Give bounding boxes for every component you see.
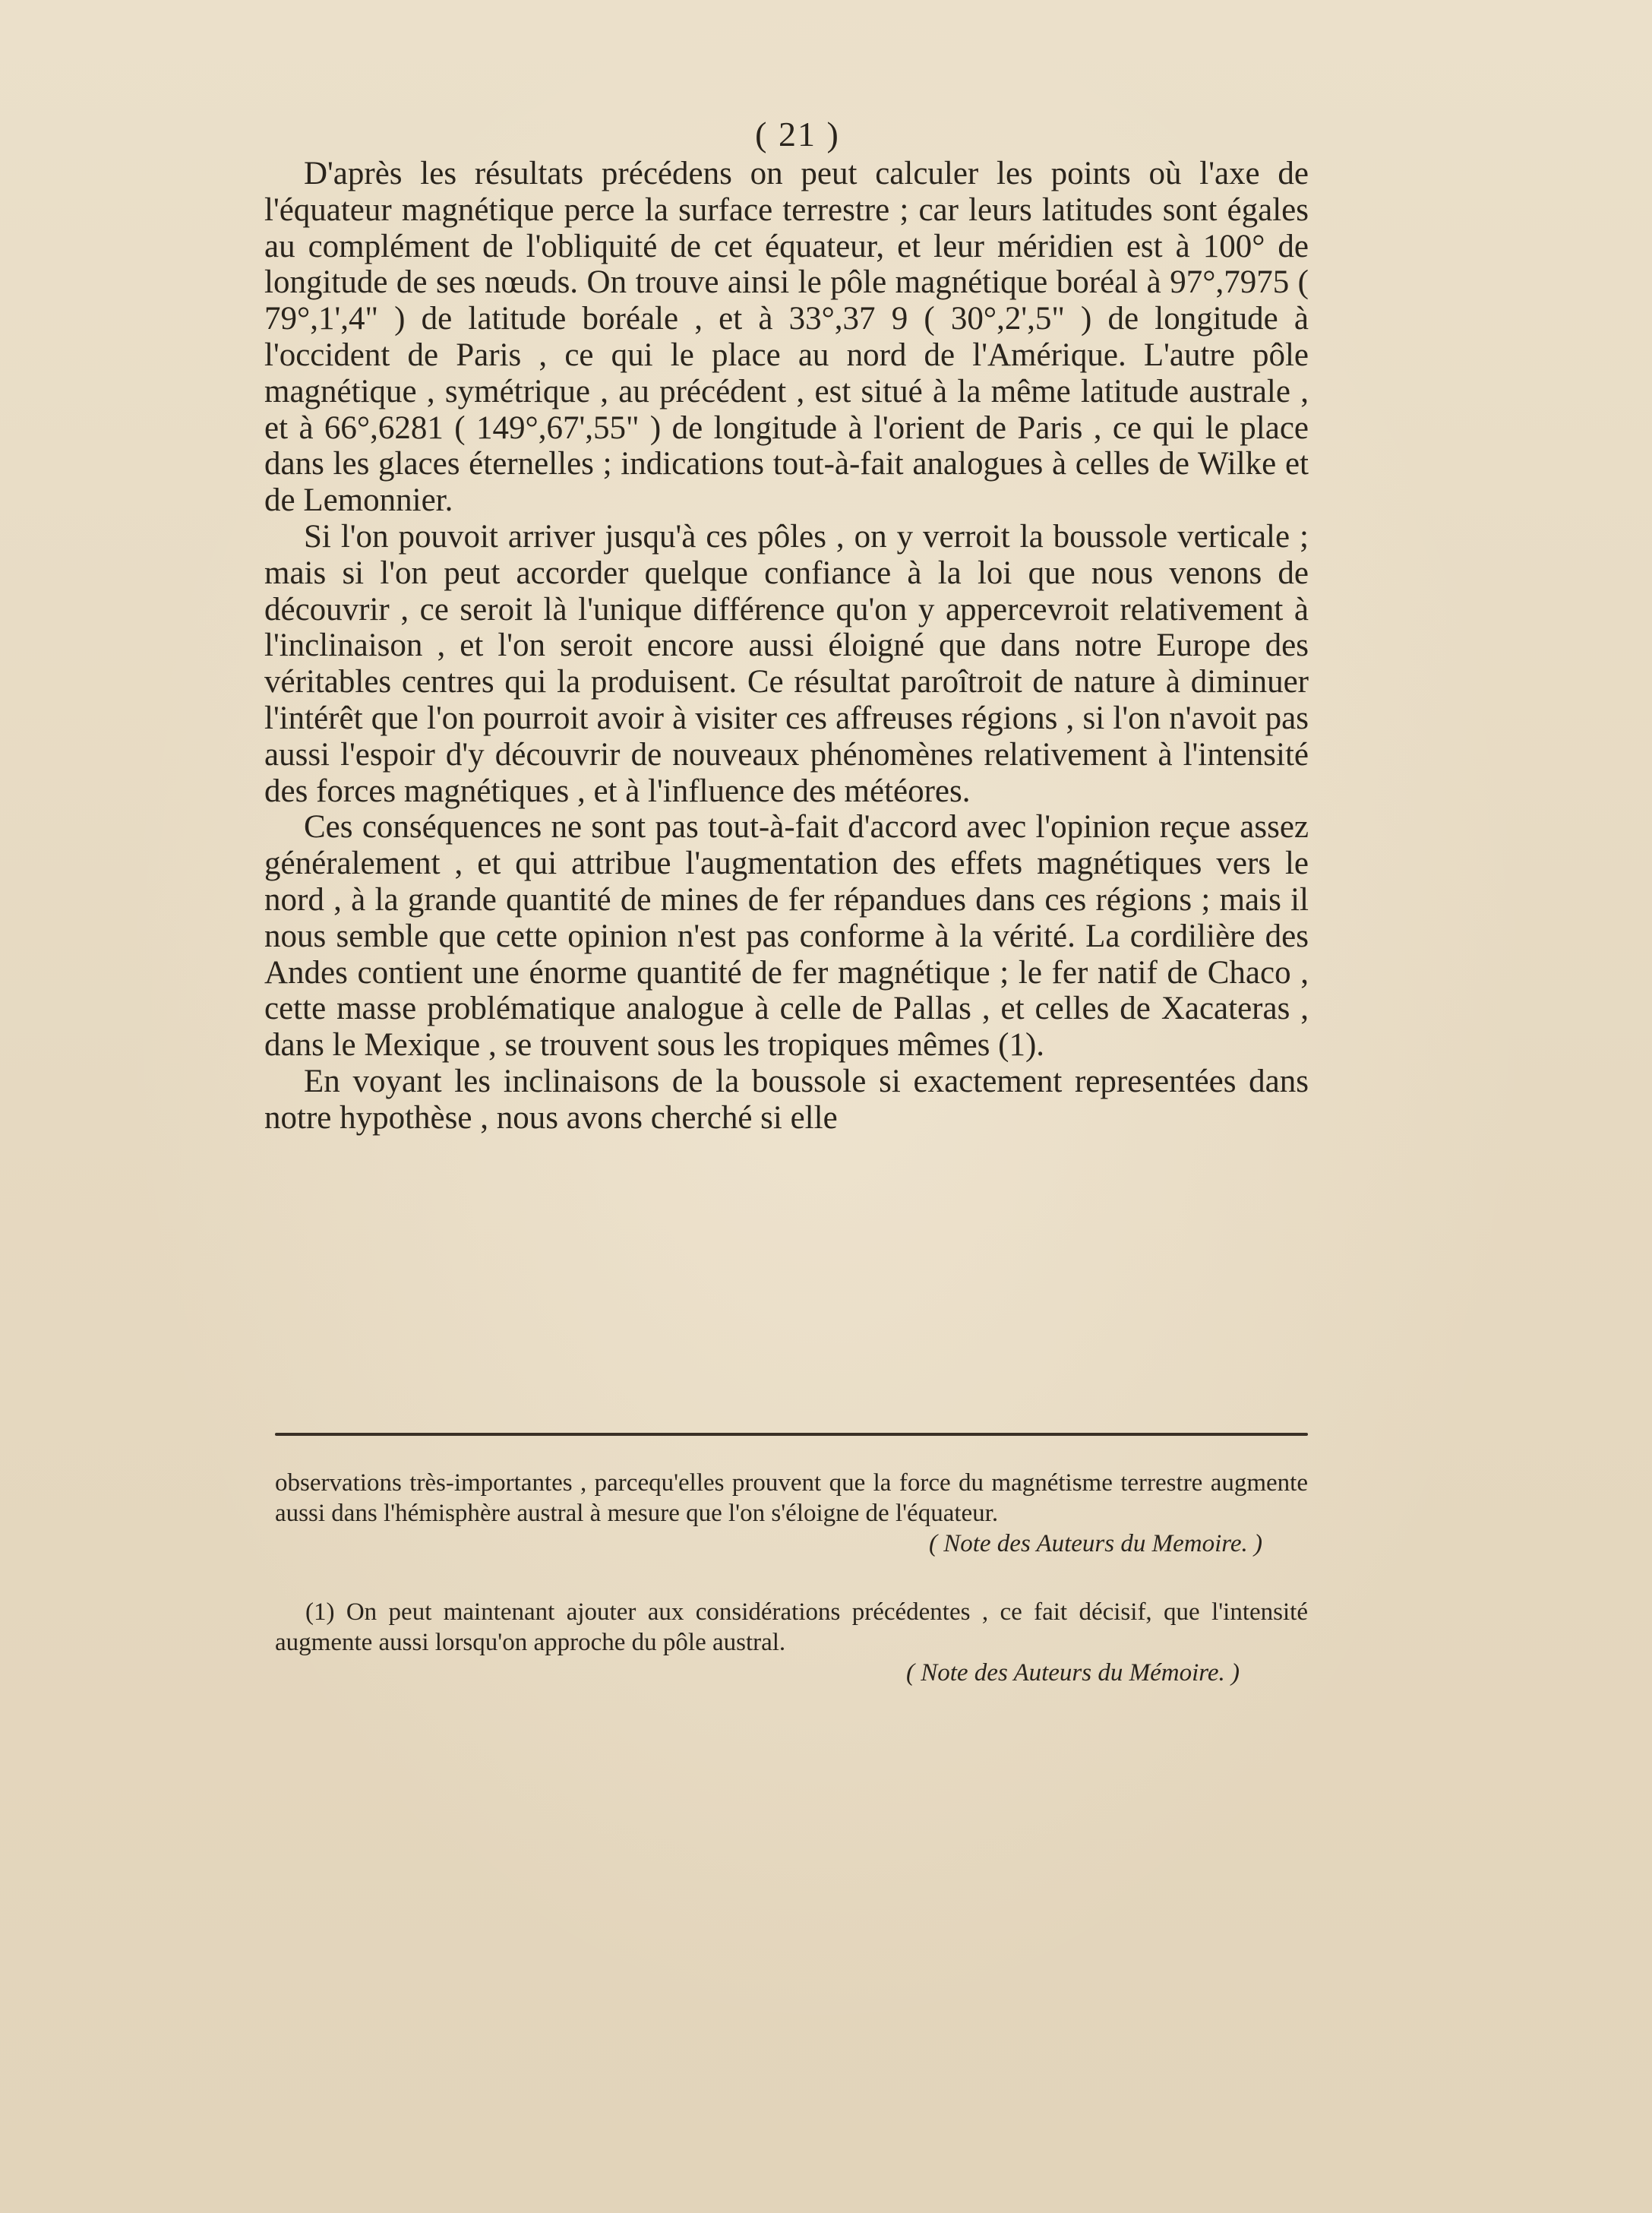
footnote-continued-text: observations très-importantes , parcequ'elles prouvent que la force du magnétisme terrestre augmente aussi dans l'hémisphère austral à mesure que l'on s'éloigne de l'équateur.	[275, 1469, 1308, 1527]
page-number: ( 21 )	[755, 115, 840, 153]
footnote-continued	[275, 1468, 1308, 1559]
paragraph-inclinations: En voyant les inclinaisons de la boussole si exactement representées dans notre hypothèse , nous avons cherché si elle	[264, 1063, 1309, 1136]
body-text	[264, 156, 1309, 1137]
footnotes	[275, 1468, 1308, 1688]
footnote-1-signature: ( Note des Auteurs du Mémoire. )	[905, 1659, 1240, 1687]
footnote-1-text: (1) On peut maintenant ajouter aux considérations précédentes , ce fait décisif, que l'intensité augmente aussi lorsqu'on approche du pôle austral.	[275, 1598, 1308, 1656]
footnote-divider	[275, 1433, 1308, 1436]
footnote-continued-signature: ( Note des Auteurs du Memoire. )	[928, 1530, 1262, 1557]
footnote-1	[275, 1597, 1308, 1688]
paragraph-iron-mines: Ces conséquences ne sont pas tout-à-fait d'accord avec l'opinion reçue assez généralement , et qui attribue l'augmentation des effets magnétiques vers le nord , à la grande quantité de mines de fer répandues dans ces régions ; mais il nous semble que cette opinion n'est pas conforme à la vérité. La cordilière des Andes contient une énorme quantité de fer magnétique ; le fer natif de Chaco , cette masse problématique analogue à celle de Pallas , et celles de Xacateras , dans le Mexique , se trouvent sous les tropiques mêmes (1).	[264, 809, 1309, 1064]
paragraph-poles-location: D'après les résultats précédens on peut calculer les points où l'axe de l'équateur magnétique perce la surface terrestre ; car leurs latitudes sont égales au complément de l'obliquité de cet équateur, et leur méridien est à 100° de longitude de ses nœuds. On trouve ainsi le pôle magnétique boréal à 97°,7975 ( 79°,1',4" ) de latitude boréale , et à 33°,37 9 ( 30°,2',5" ) de longitude à l'occident de Paris , ce qui le place au nord de l'Amérique. L'autre pôle magnétique , symétrique , au précédent , est situé à la même latitude australe , et à 66°,6281 ( 149°,67',55" ) de longitude à l'orient de Paris , ce qui le place dans les glaces éternelles ; indications tout-à-fait analogues à celles de Wilke et de Lemonnier.	[264, 156, 1309, 519]
paragraph-vertical-compass: Si l'on pouvoit arriver jusqu'à ces pôles , on y verroit la boussole verticale ; mais si l'on peut accorder quelque confiance à la loi que nous venons de découvrir , ce seroit là l'unique différence qu'on y appercevroit relativement à l'inclinaison , et l'on seroit encore aussi éloigné que dans notre Europe des véritables centres qui la produisent. Ce résultat paroîtroit de nature à diminuer l'intérêt que l'on pourroit avoir à visiter ces affreuses régions , si l'on n'avoit pas aussi l'espoir d'y découvrir de nouveaux phénomènes relativement à l'intensité des forces magnétiques , et à l'influence des météores.	[264, 518, 1309, 809]
